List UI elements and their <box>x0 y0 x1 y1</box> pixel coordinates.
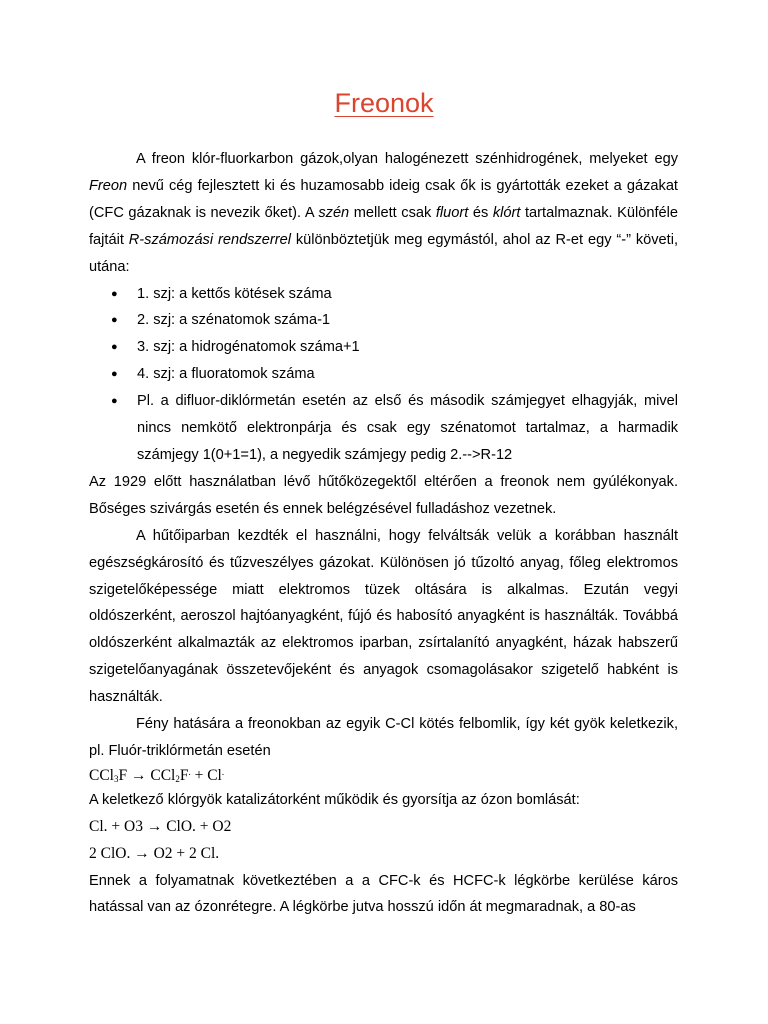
text-run: különböztetjük meg egymástól, ahol az R-et egy “-” követi, utána: <box>89 231 679 275</box>
paragraph-light: Fény hatására a freonokban az egyik C-Cl kötés felbomlik, így két gyök keletkezik, pl. Fluór-triklórmetán esetén <box>89 716 678 759</box>
eq-subscript: 2 <box>175 773 180 784</box>
eq-superscript: . <box>221 766 225 777</box>
equation-ozone-2: 2 ClO. → O2 + 2 Cl. <box>89 844 220 862</box>
eq-part: + Cl <box>190 766 222 784</box>
text-run: nevű cég fejlesztett ki és huzamosabb ideig csak ők is gyártották ezeket a gázakat (CFC gázaknak is nevezik őket). A <box>89 177 678 221</box>
list-item: ● 4. szj: a fluoratomok száma <box>89 361 678 388</box>
paragraph-ozone-layer: Ennek a folyamatnak következtében a a CFC-k és HCFC-k légkörbe kerülése káros hatással van az ózonrétegre. A légkörbe jutva hosszú időn át megmaradnak, a 80-as <box>89 872 678 916</box>
italic-run: fluort <box>435 204 469 221</box>
equation-photolysis <box>89 765 678 787</box>
text-run: A freon klór-fluorkarbon gázok,olyan halogénezett szénhidrogének, melyeket egy <box>136 151 678 167</box>
text-run: és <box>468 204 493 221</box>
document-body <box>89 146 678 921</box>
list-item: ● 1. szj: a kettős kötések száma <box>89 281 678 308</box>
paragraph-usage: A hűtőiparban kezdték el használni, hogy felváltsák velük a korábban használt egészségkárosító és tűzveszélyes gázokat. Különösen jó tűzoltó anyag, főleg elektromos szigetelőképessége miatt elektromos tüzek oltására is alkalmas. Ezután vegyi oldószerként, aeroszol hajtóanyagként, fújó és habosító anyagként is használták. Továbbá oldószerként alkalmazták az elektromos iparban, zsírtalanító anyagként, házak habszerű szigetelőanyagának összetevőjeként és anyagok csomagolásakor szigetelő habként is használták. <box>89 527 678 706</box>
eq-part: F <box>179 766 189 784</box>
eq-subscript: 3 <box>113 773 119 784</box>
italic-run: klórt <box>492 204 521 221</box>
italic-run: R-számozási rendszerrel <box>128 231 291 248</box>
paragraph-intro <box>89 146 678 281</box>
text-run: tartalmaznak. Különféle fajtáit <box>89 204 679 248</box>
numbering-list <box>89 281 678 469</box>
page-title: Freonok <box>334 88 434 118</box>
eq-superscript: . <box>188 766 191 777</box>
italic-run: szén <box>318 204 350 221</box>
eq-part: CCl <box>89 766 114 784</box>
eq-part: F → CCl <box>118 766 176 784</box>
italic-run: Freon <box>89 177 128 194</box>
list-item: ● 2. szj: a szénatomok száma-1 <box>89 307 678 334</box>
equation-ozone-1: Cl. + O3 → ClO. + O2 <box>89 817 232 835</box>
list-item: ● Pl. a difluor-diklórmetán esetén az első és második számjegyet elhagyják, mivel nincs nemkötő elektronpárja és csak egy szénatomot tartalmaz, a harmadik számjegy 1(0+1=1), a negyedik számjegy pedig 2.-->R-12 <box>89 388 678 469</box>
paragraph-flammability: Az 1929 előtt használatban lévő hűtőközegektől eltérően a freonok nem gyúlékonyak. Bőséges szivárgás esetén és ennek belégzésével fulladáshoz vezetnek. <box>89 473 678 517</box>
paragraph-catalyst: A keletkező klórgyök katalizátorként működik és gyorsítja az ózon bomlását: <box>89 791 580 808</box>
list-item: ● 3. szj: a hidrogénatomok száma+1 <box>89 334 678 361</box>
text-run: mellett csak <box>349 204 436 221</box>
